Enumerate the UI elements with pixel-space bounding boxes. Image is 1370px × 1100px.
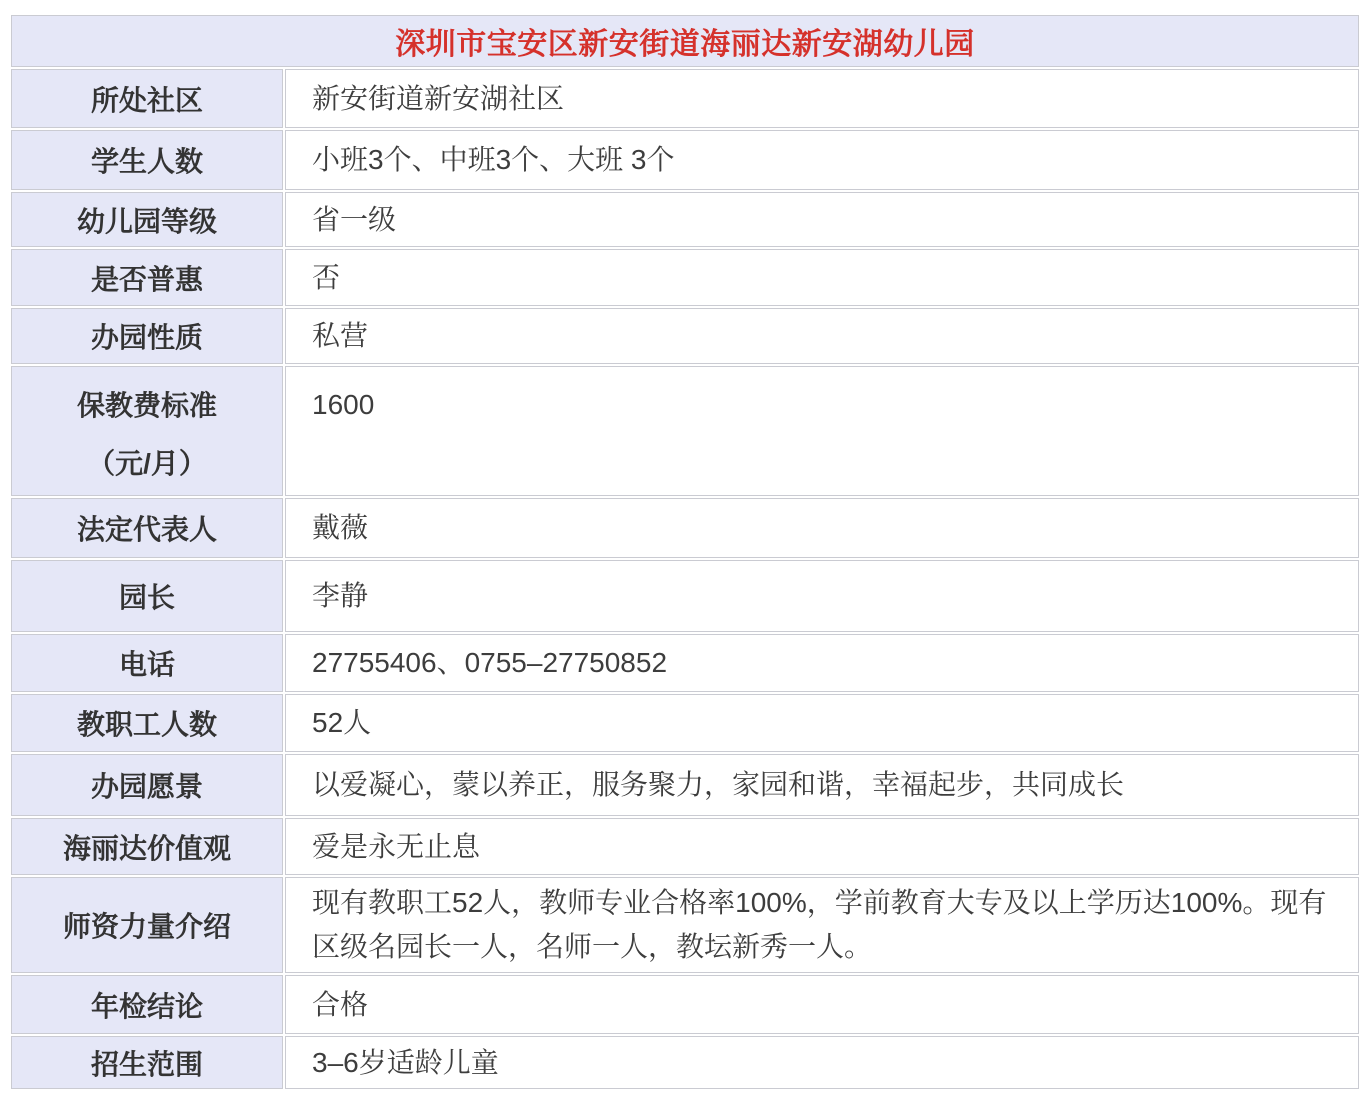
kindergarten-info-table — [9, 13, 1361, 1091]
vision-label: 办园愿景 — [11, 754, 283, 816]
enrollment-range-value: 3–6岁适龄儿童 — [285, 1036, 1359, 1089]
student-count-value: 小班3个、中班3个、大班 3个 — [285, 130, 1359, 190]
annual-inspection-label: 年检结论 — [11, 975, 283, 1034]
table-row — [11, 1036, 1359, 1089]
principal-value: 李静 — [285, 560, 1359, 632]
table-row — [11, 877, 1359, 973]
legal-representative-label: 法定代表人 — [11, 498, 283, 558]
kindergarten-grade-value: 省一级 — [285, 192, 1359, 247]
page-title: 深圳市宝安区新安街道海丽达新安湖幼儿园 — [11, 15, 1359, 67]
inclusive-value: 否 — [285, 249, 1359, 306]
values-value: 爱是永无止息 — [285, 818, 1359, 875]
table-row — [11, 634, 1359, 692]
table-row — [11, 130, 1359, 190]
table-row — [11, 308, 1359, 364]
table-row — [11, 249, 1359, 306]
principal-label: 园长 — [11, 560, 283, 632]
community-label: 所处社区 — [11, 69, 283, 128]
faculty-intro-label: 师资力量介绍 — [11, 877, 283, 973]
kindergarten-grade-label: 幼儿园等级 — [11, 192, 283, 247]
table-row — [11, 15, 1359, 67]
staff-count-label: 教职工人数 — [11, 694, 283, 752]
phone-value: 27755406、0755–27750852 — [285, 634, 1359, 692]
vision-value: 以爱凝心，蒙以养正，服务聚力，家园和谐，幸福起步，共同成长 — [285, 754, 1359, 816]
annual-inspection-value: 合格 — [285, 975, 1359, 1034]
ownership-value: 私营 — [285, 308, 1359, 364]
community-value: 新安街道新安湖社区 — [285, 69, 1359, 128]
staff-count-value: 52人 — [285, 694, 1359, 752]
tuition-fee-value: 1600 — [285, 366, 1359, 496]
table-row — [11, 975, 1359, 1034]
inclusive-label: 是否普惠 — [11, 249, 283, 306]
table-row — [11, 192, 1359, 247]
values-label: 海丽达价值观 — [11, 818, 283, 875]
table-row — [11, 754, 1359, 816]
table-row — [11, 818, 1359, 875]
ownership-label: 办园性质 — [11, 308, 283, 364]
phone-label: 电话 — [11, 634, 283, 692]
tuition-fee-label — [11, 366, 283, 496]
table-row — [11, 498, 1359, 558]
tuition-fee-label-line1: 保教费标准 — [76, 390, 217, 421]
legal-representative-value: 戴薇 — [285, 498, 1359, 558]
table-row — [11, 694, 1359, 752]
table-row — [11, 560, 1359, 632]
enrollment-range-label: 招生范围 — [11, 1036, 283, 1089]
tuition-fee-label-line2: （元/月） — [87, 448, 207, 479]
table-row — [11, 366, 1359, 496]
student-count-label: 学生人数 — [11, 130, 283, 190]
table-row — [11, 69, 1359, 128]
faculty-intro-value: 现有教职工52人，教师专业合格率100%，学前教育大专及以上学历达100%。现有区级名园长一人，名师一人，教坛新秀一人。 — [285, 877, 1359, 973]
